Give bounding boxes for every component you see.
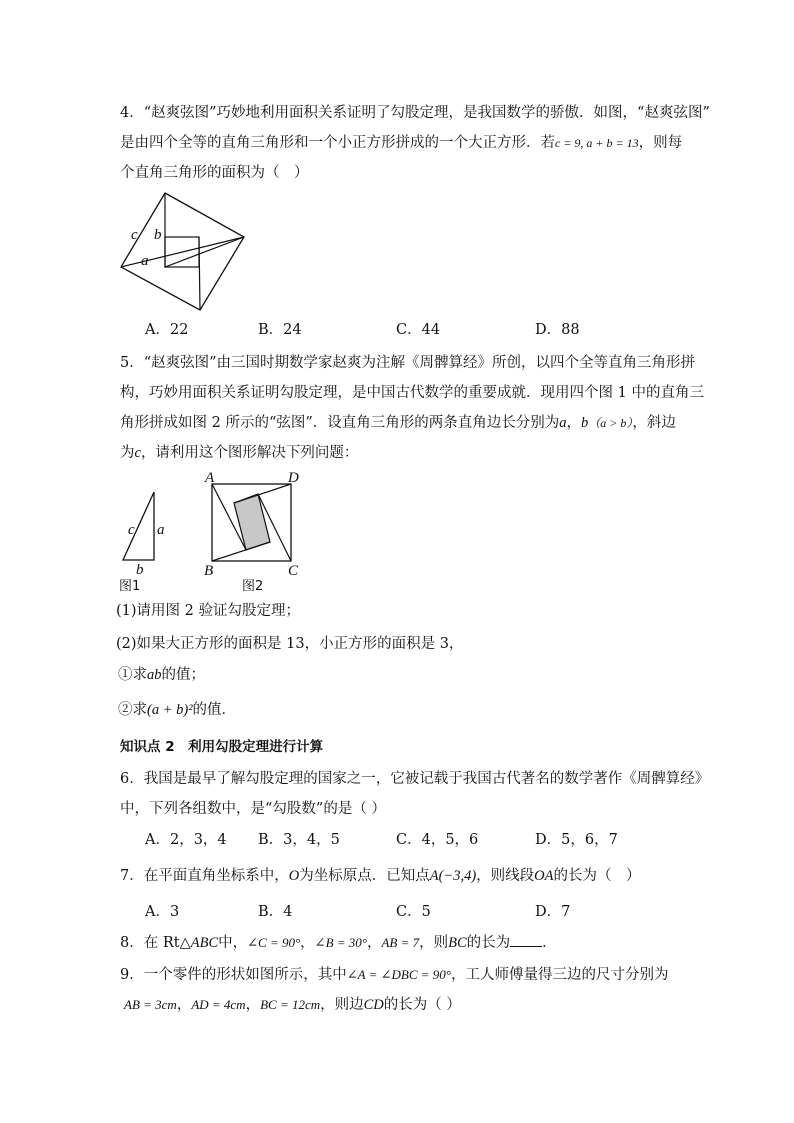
q9-ad: AD = 4cm: [191, 997, 246, 1012]
q7-option-a[interactable]: A．3: [145, 904, 180, 920]
q9-bc: BC = 12cm: [260, 997, 321, 1012]
q4-zhao-shuang-figure: [120, 193, 250, 313]
q8-sep1: ，: [300, 935, 315, 951]
q5-line3-tail: ，斜边: [632, 415, 676, 431]
q9-cd: CD: [363, 997, 384, 1013]
q7-point-a: A(−3,4): [429, 868, 477, 884]
fig1-caption: 图1: [119, 579, 141, 594]
q5-var-b: b: [581, 415, 589, 431]
q8-bc: BC: [448, 935, 467, 951]
q5-sub2-1-text: ①求: [118, 667, 147, 683]
q5-figure-2: [200, 472, 310, 592]
q5-line1: 5．“赵爽弦图”由三国时期数学家赵爽为注解《周髀算经》所创，以四个全等直角三角形拼: [120, 355, 696, 371]
q7-option-d[interactable]: D．7: [535, 904, 571, 920]
q6-option-b[interactable]: B．3，4，5: [258, 832, 340, 848]
section-heading: 知识点 2 利用勾股定理进行计算: [120, 739, 324, 755]
q8-text4: 的长为: [466, 935, 511, 951]
q5-line4-text: 为: [120, 445, 135, 461]
q5-line2: 构，巧妙用面积关系证明勾股定理，是中国古代数学的重要成就．现用四个图 1 中的直角三: [120, 385, 704, 401]
q6-option-d[interactable]: D．5，6，7: [535, 832, 618, 848]
q5-line4: [120, 443, 358, 463]
q5-sub1: (1)请用图 2 验证勾股定理；: [116, 603, 300, 619]
q4-line1: 4．“赵爽弦图”巧妙地利用面积关系证明了勾股定理，是我国数学的骄傲．如图，“赵爽弦图”: [120, 105, 710, 121]
q7-line: [120, 866, 641, 886]
q5-sub2-2-math: (a + b)²: [147, 702, 193, 718]
q5-sep: ，: [566, 415, 582, 431]
q4-option-b[interactable]: B．24: [258, 322, 302, 338]
q5-sub2-2-tail: 的值．: [192, 702, 237, 718]
q5-sub2-2-text: ②求: [118, 702, 147, 718]
q4-line2-text: 是由四个全等的直角三角形和一个小正方形拼成的一个大正方形．若: [120, 135, 555, 151]
q8-sep2: ，: [366, 935, 382, 951]
q5-sub2-1: [118, 665, 205, 685]
q6-line1: 6．我国是最早了解勾股定理的国家之一，它被记载于我国古代著名的数学著作《周髀算经》: [120, 771, 710, 787]
q4-option-c[interactable]: C．44: [396, 322, 441, 338]
q4-label-b: b: [154, 227, 162, 243]
q5-line4-tail: ，请利用这个图形解决下列问题：: [140, 445, 359, 461]
q5-sub2-2: [118, 700, 236, 720]
q4-option-a[interactable]: A．22: [145, 322, 189, 338]
fig2-label-A: A: [205, 470, 215, 486]
q8-line: [120, 933, 557, 953]
q8-angle-c: ∠C = 90°: [247, 935, 301, 950]
q4-label-a: a: [141, 253, 149, 269]
fig2-label-C: C: [288, 563, 299, 579]
q5-condition: （a > b）: [588, 416, 633, 430]
q5-sub2-1-tail: 的值；: [161, 667, 205, 683]
q8-angle-b: ∠B = 30°: [314, 935, 367, 950]
q5-sub2: (2)如果大正方形的面积是 13，小正方形的面积是 3，: [116, 636, 464, 652]
q7-text3: ，则线段: [476, 868, 535, 884]
q4-label-c: c: [131, 227, 138, 243]
q5-sub2-1-math: ab: [147, 667, 162, 683]
q5-line3-text: 角形拼成如图 2 所示的“弦图”．设直角三角形的两条直角边长分别为: [120, 415, 560, 431]
q9-line2: [124, 995, 461, 1015]
fig1-label-b: b: [136, 562, 144, 578]
q6-option-c[interactable]: C．4，5，6: [396, 832, 479, 848]
q8-text3: ，则: [419, 935, 449, 951]
q4-option-d[interactable]: D．88: [535, 322, 580, 338]
q4-line2: [120, 133, 682, 153]
q5-var-a: a: [559, 415, 567, 431]
q8-ab: AB = 7: [381, 935, 420, 950]
fig1-label-a: a: [157, 522, 165, 538]
q9-ab: AB = 3cm: [124, 997, 177, 1012]
q9-text4: 的长为（ ）: [383, 997, 461, 1013]
fig2-label-D: D: [288, 470, 299, 486]
q9-angles: ∠A = ∠DBC = 90°: [346, 967, 451, 982]
q7-text4: 的长为（ ）: [553, 868, 641, 884]
q7-option-b[interactable]: B．4: [258, 904, 293, 920]
q8-answer-blank[interactable]: [510, 933, 542, 947]
q8-text2: 中，: [218, 935, 248, 951]
q6-line2: 中，下列各组数中，是“勾股数”的是（ ）: [120, 801, 386, 817]
q9-text2: ，工人师傅量得三边的尺寸分别为: [450, 967, 669, 983]
q9-text3: ，则边: [320, 997, 364, 1013]
q6-option-a[interactable]: A．2，3，4: [145, 832, 227, 848]
q9-sep1: ，: [176, 997, 192, 1013]
fig2-label-B: B: [204, 563, 214, 579]
q4-line2-tail: ，则每: [638, 135, 683, 151]
q8-triangle: ABC: [190, 935, 219, 951]
q7-origin: O: [288, 868, 300, 884]
q5-var-c: c: [134, 445, 141, 461]
q9-text1: 9．一个零件的形状如图所示，其中: [120, 967, 347, 983]
q5-line3: [120, 413, 676, 433]
q7-text2: 为坐标原点．已知点: [299, 868, 430, 884]
fig1-label-c: c: [128, 522, 135, 538]
q9-line1: [120, 965, 668, 985]
q9-sep2: ，: [245, 997, 261, 1013]
q8-end: ．: [542, 935, 557, 951]
q7-segment: OA: [534, 868, 554, 884]
q7-text1: 7．在平面直角坐标系中，: [120, 868, 289, 884]
q8-text1: 8．在 Rt△: [120, 935, 191, 951]
fig2-caption: 图2: [242, 579, 264, 594]
q5-figure-1: [115, 480, 185, 600]
q4-line3: 个直角三角形的面积为（ ）: [120, 165, 309, 181]
q7-option-c[interactable]: C．5: [396, 904, 431, 920]
q4-condition: c = 9, a + b = 13: [555, 136, 639, 150]
